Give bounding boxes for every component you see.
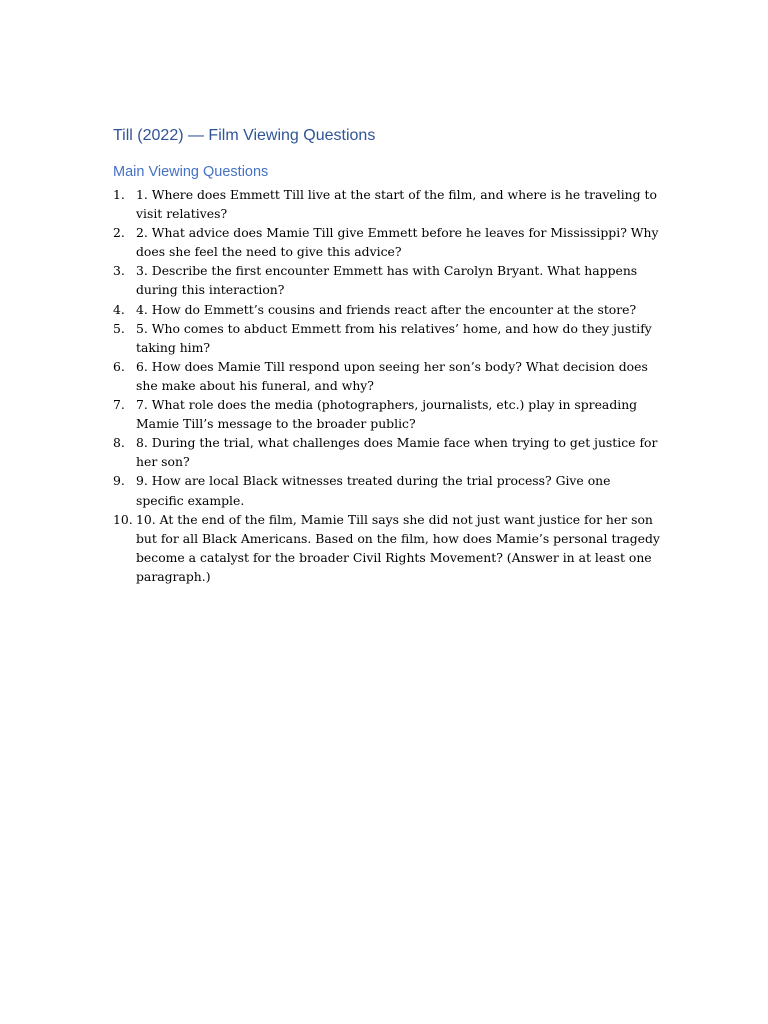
list-item [113, 395, 661, 433]
question-list [113, 185, 661, 586]
list-item [113, 261, 661, 299]
list-item [113, 357, 661, 395]
list-item [113, 433, 661, 471]
question-text: 7. What role does the media (photographers, journalists, etc.) play in spreading Mamie Till’s message to the broader public? [136, 397, 638, 432]
list-item [113, 319, 661, 357]
list-item [113, 223, 661, 261]
list-item [113, 471, 661, 509]
question-text: 2. What advice does Mamie Till give Emmett before he leaves for Mississippi? Why does she feel the need to give this advice? [136, 225, 659, 260]
list-number: 10. [113, 511, 133, 527]
list-number: 3. [113, 263, 125, 279]
list-number: 2. [113, 225, 125, 241]
question-text: 5. Who comes to abduct Emmett from his relatives’ home, and how do they justify taking him? [136, 320, 652, 355]
list-number: 9. [113, 473, 125, 489]
question-text: 6. How does Mamie Till respond upon seeing her son’s body? What decision does she make about his funeral, and why? [136, 358, 648, 393]
list-number: 1. [113, 187, 125, 202]
list-number: 5. [113, 320, 125, 336]
question-text: 9. How are local Black witnesses treated during the trial process? Give one specific example. [136, 473, 611, 508]
list-item [113, 510, 661, 586]
list-number: 7. [113, 397, 125, 413]
document-title: Till (2022) — Film Viewing Questions [113, 127, 376, 144]
section-heading: Main Viewing Questions [113, 164, 269, 180]
question-text: 8. During the trial, what challenges does Mamie face when trying to get justice for her son? [136, 435, 658, 470]
question-text: 1. Where does Emmett Till live at the start of the film, and where is he traveling to visit relatives? [136, 187, 657, 222]
list-item [113, 185, 661, 223]
question-text: 4. How do Emmett’s cousins and friends react after the encounter at the store? [136, 301, 637, 317]
question-text: 3. Describe the first encounter Emmett has with Carolyn Bryant. What happens during this interaction? [136, 263, 638, 298]
list-number: 4. [113, 301, 125, 317]
question-text: 10. At the end of the film, Mamie Till says she did not just want justice for her son but for all Black Americans. Based on the film, how does Mamie’s personal tragedy become a catalyst for the broader Civil Rights Movement? (Answer in at least one paragraph.) [136, 511, 660, 584]
list-item [113, 300, 661, 319]
list-number: 6. [113, 358, 125, 374]
list-number: 8. [113, 435, 125, 451]
